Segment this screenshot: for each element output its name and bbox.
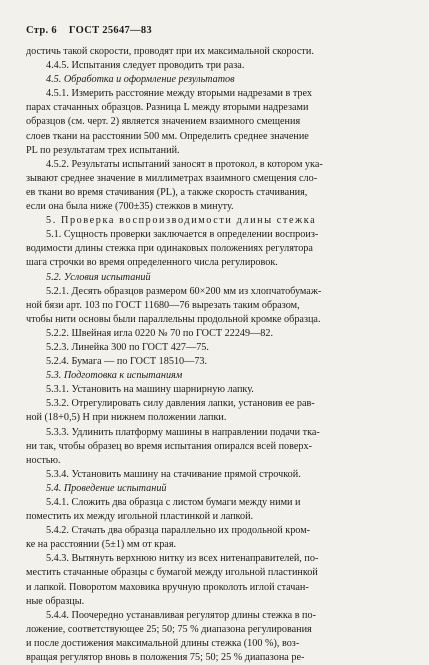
text-line: 5.4. Проведение испытаний: [46, 482, 167, 494]
text-line: ев ткани во время стачивания (PL), а также скорость стачивания,: [26, 186, 308, 198]
text-line: ни так, чтобы образец во время испытания опирался всей поверх-: [26, 440, 312, 452]
text-line: водимости длины стежка при одинаковых положениях регулятора: [26, 243, 313, 255]
text-line: 4.4.5. Испытания следует проводить три раза.: [46, 60, 245, 72]
text-line: 5.4.1. Сложить два образца с листом бумаги между ними и: [46, 497, 301, 508]
text-line: 5.1. Сущность проверки заключается в определении воспроиз-: [46, 229, 319, 241]
text-line: ной бязи арт. 103 по ГОСТ 11680—76 вырезать таким образом,: [26, 299, 300, 311]
page-number: Стр. 6: [26, 25, 57, 36]
text-line: ностью.: [26, 454, 61, 466]
text-line: слоев ткани на расстоянии 500 мм. Определить среднее значение: [26, 130, 309, 142]
standard-code: ГОСТ 25647—83: [68, 25, 152, 36]
text-line: 5.3.3. Удлинить платформу машины в направлении подачи тка-: [46, 426, 320, 438]
document-body: [26, 45, 404, 665]
text-line: 4.5. Обработка и оформление результатов: [46, 74, 235, 86]
text-line: 5.4.3. Вытянуть верхнюю нитку из всех нитенаправителей, по-: [46, 553, 319, 565]
text-line: местить стачанные образцы с бумагой между игольной пластинкой: [26, 567, 318, 579]
text-line: образцов (см. черт. 2) является значением взаимного смещения: [26, 116, 301, 128]
text-line: PL по результатам трех испытаний.: [26, 144, 180, 156]
text-line: ные образцы.: [26, 595, 85, 607]
page-header: [26, 24, 404, 37]
text-line: парах стачанных образцов. Разница L между вторыми надрезами: [26, 102, 309, 114]
text-line: 5.3.1. Установить на машину шарнирную лапку.: [46, 384, 254, 396]
text-line: и лапкой. Поворотом маховика вручную проколоть иглой стачан-: [26, 581, 309, 593]
text-line: зывают среднее значение в миллиметрах взаимного смещения сло-: [26, 172, 318, 184]
text-line: 5.2.4. Бумага — по ГОСТ 18510—73.: [46, 356, 208, 368]
text-line: чтобы нити основы были параллельны продольной кромке образца.: [26, 313, 321, 325]
text-line: 4.5.1. Измерить расстояние между вторыми надрезами в трех: [46, 88, 312, 100]
text-line: 5.2. Условия испытаний: [46, 271, 151, 283]
text-line: 5.4.2. Стачать два образца параллельно их продольной кром-: [46, 525, 311, 537]
text-line: 5.2.2. Швейная игла 0220 № 70 по ГОСТ 22249—82.: [46, 327, 274, 339]
text-line: шага строчки во время определенного числа регулировок.: [26, 257, 278, 269]
text-line: если она была ниже (700±35) стежков в минуту.: [26, 201, 234, 213]
text-line: 5.4.4. Поочередно устанавливая регулятор длины стежка в по-: [46, 609, 316, 621]
text-line: ке на расстоянии (5±1) мм от края.: [26, 539, 177, 551]
text-line: и после достижения максимальной длины стежка (100 %), воз-: [26, 637, 300, 649]
text-line: ложение, соответствующее 25; 50; 75 % диапазона регулирования: [26, 623, 312, 635]
text-line: достичь такой скорости, проводят при их максимальной скорости.: [26, 46, 314, 57]
text-line: 5. Проверка воспроизводимости длины стежка: [46, 215, 317, 227]
text-line: 5.2.3. Линейка 300 по ГОСТ 427—75.: [46, 341, 209, 353]
text-line: вращая регулятор вновь в положения 75; 50; 25 % диапазона ре-: [26, 652, 305, 664]
text-line: 5.3. Подготовка к испытаниям: [46, 370, 183, 382]
text-line: ной (18+0,5) Н при нижнем положении лапки.: [26, 412, 227, 424]
text-line: 5.3.4. Установить машину на стачивание прямой строчкой.: [46, 468, 301, 480]
text-line: 4.5.2. Результаты испытаний заносят в протокол, в котором ука-: [46, 158, 323, 170]
text-line: поместить их между игольной пластинкой и лапкой.: [26, 511, 254, 523]
text-line: 5.2.1. Десять образцов размером 60×200 мм из хлопчатобумаж-: [46, 285, 322, 297]
text-line: 5.3.2. Отрегулировать силу давления лапки, установив ее рав-: [46, 398, 315, 410]
